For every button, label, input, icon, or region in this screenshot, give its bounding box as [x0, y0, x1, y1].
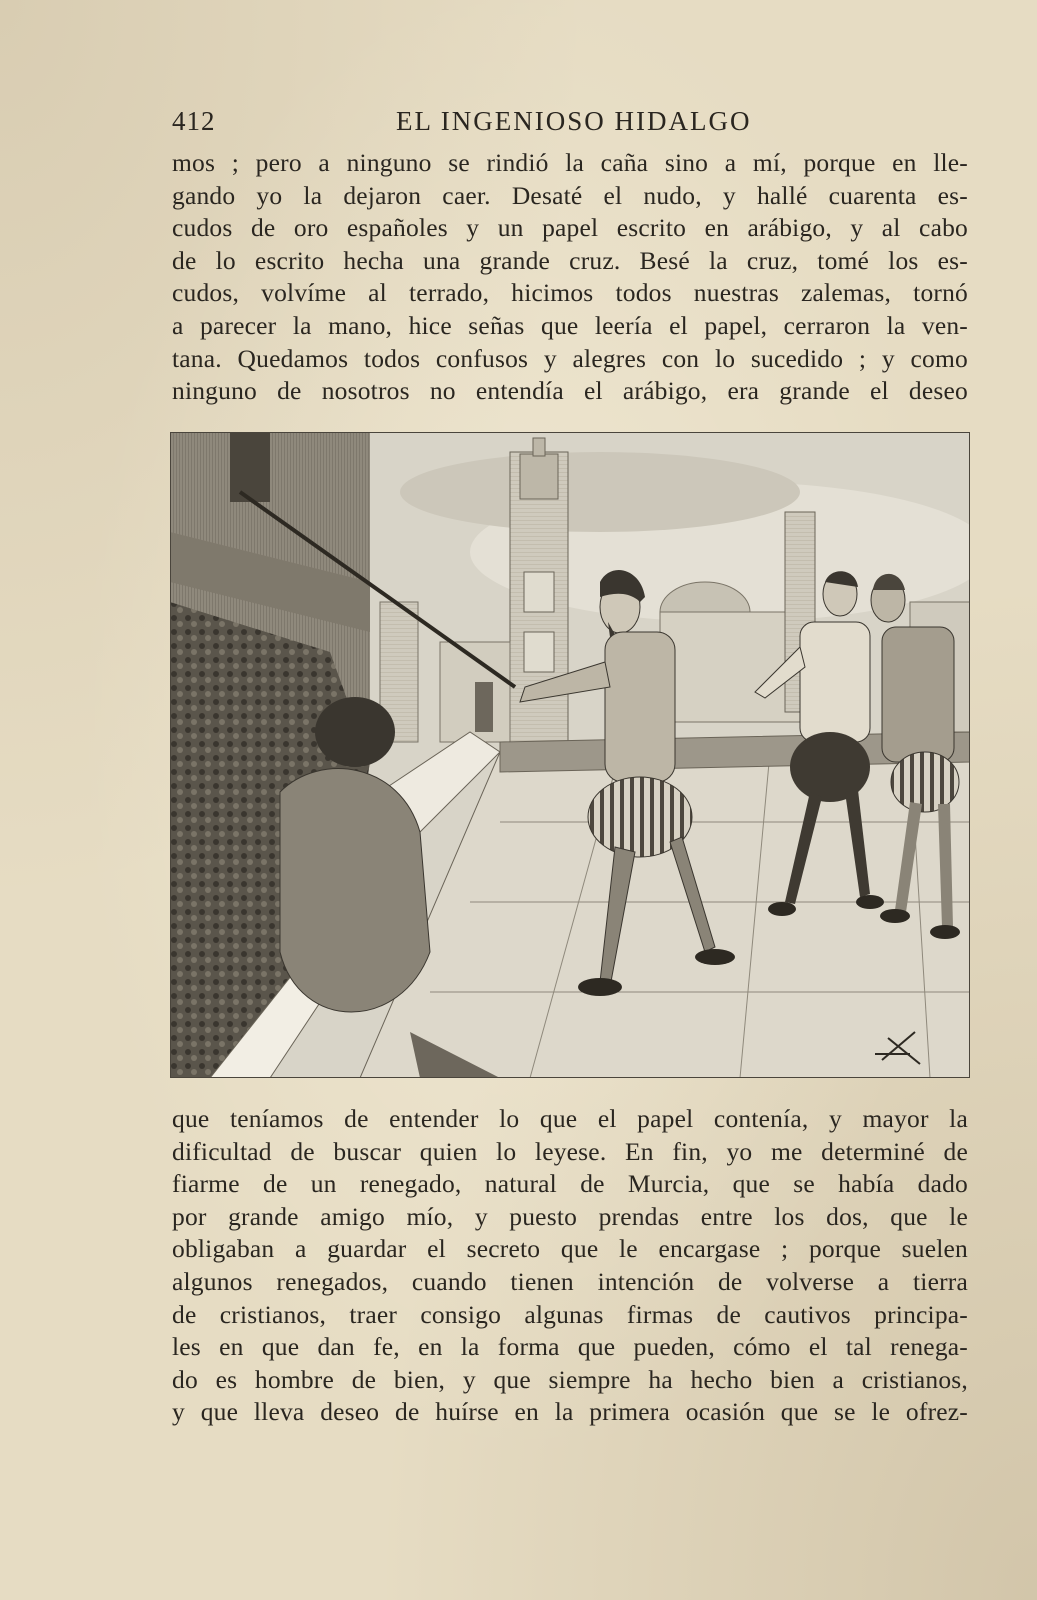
- text-line: do es hombre de bien, y que siempre ha hecho bien a cristianos,: [172, 1364, 968, 1394]
- text-line: fiarme de un renegado, natural de Murcia, que se había dado: [172, 1169, 968, 1199]
- text-line: a parecer la mano, hice señas que leería el papel, cerraron la ven-: [172, 310, 968, 340]
- text-line: cudos, volvíme al terrado, hicimos todos nuestras zalemas, tornó: [172, 278, 968, 308]
- text-line: por grande amigo mío, y puesto prendas entre los dos, que le: [172, 1201, 968, 1231]
- text-line: de lo escrito hecha una grande cruz. Besé la cruz, tomé los es-: [172, 245, 968, 275]
- text-line: de cristianos, traer consigo algunas firmas de cautivos principa-: [172, 1299, 968, 1329]
- running-head: EL INGENIOSO HIDALGO: [396, 106, 752, 136]
- illustration: [170, 432, 970, 1078]
- text-line: algunos renegados, cuando tienen intención de volverse a tierra: [172, 1266, 968, 1296]
- text-line: dificultad de buscar quien lo leyese. En fin, yo me determiné de: [172, 1136, 968, 1166]
- text-line: les en que dan fe, en la forma que pueden, cómo el tal renega-: [172, 1332, 968, 1362]
- page-number: 412: [172, 106, 216, 136]
- paragraph-top: [172, 147, 968, 408]
- paragraph-bottom: [172, 1103, 968, 1429]
- text-line: cudos de oro españoles y un papel escrito en arábigo, y al cabo: [172, 213, 968, 243]
- text-line: y que lleva deseo de huírse en la primera ocasión que se le ofrez-: [172, 1397, 968, 1427]
- page-header: [172, 106, 972, 146]
- text-line: gando yo la dejaron caer. Desaté el nudo, y hallé cuarenta es-: [172, 180, 968, 210]
- text-line: obligaban a guardar el secreto que le encargase ; porque suelen: [172, 1234, 968, 1264]
- text-line: ninguno de nosotros no entendía el arábigo, era grande el deseo: [172, 376, 968, 406]
- text-line: que teníamos de entender lo que el papel contenía, y mayor la: [172, 1104, 968, 1133]
- text-line: tana. Quedamos todos confusos y alegres con lo sucedido ; y como: [172, 343, 968, 373]
- text-line: mos ; pero a ninguno se rindió la caña sino a mí, porque en lle-: [172, 148, 968, 177]
